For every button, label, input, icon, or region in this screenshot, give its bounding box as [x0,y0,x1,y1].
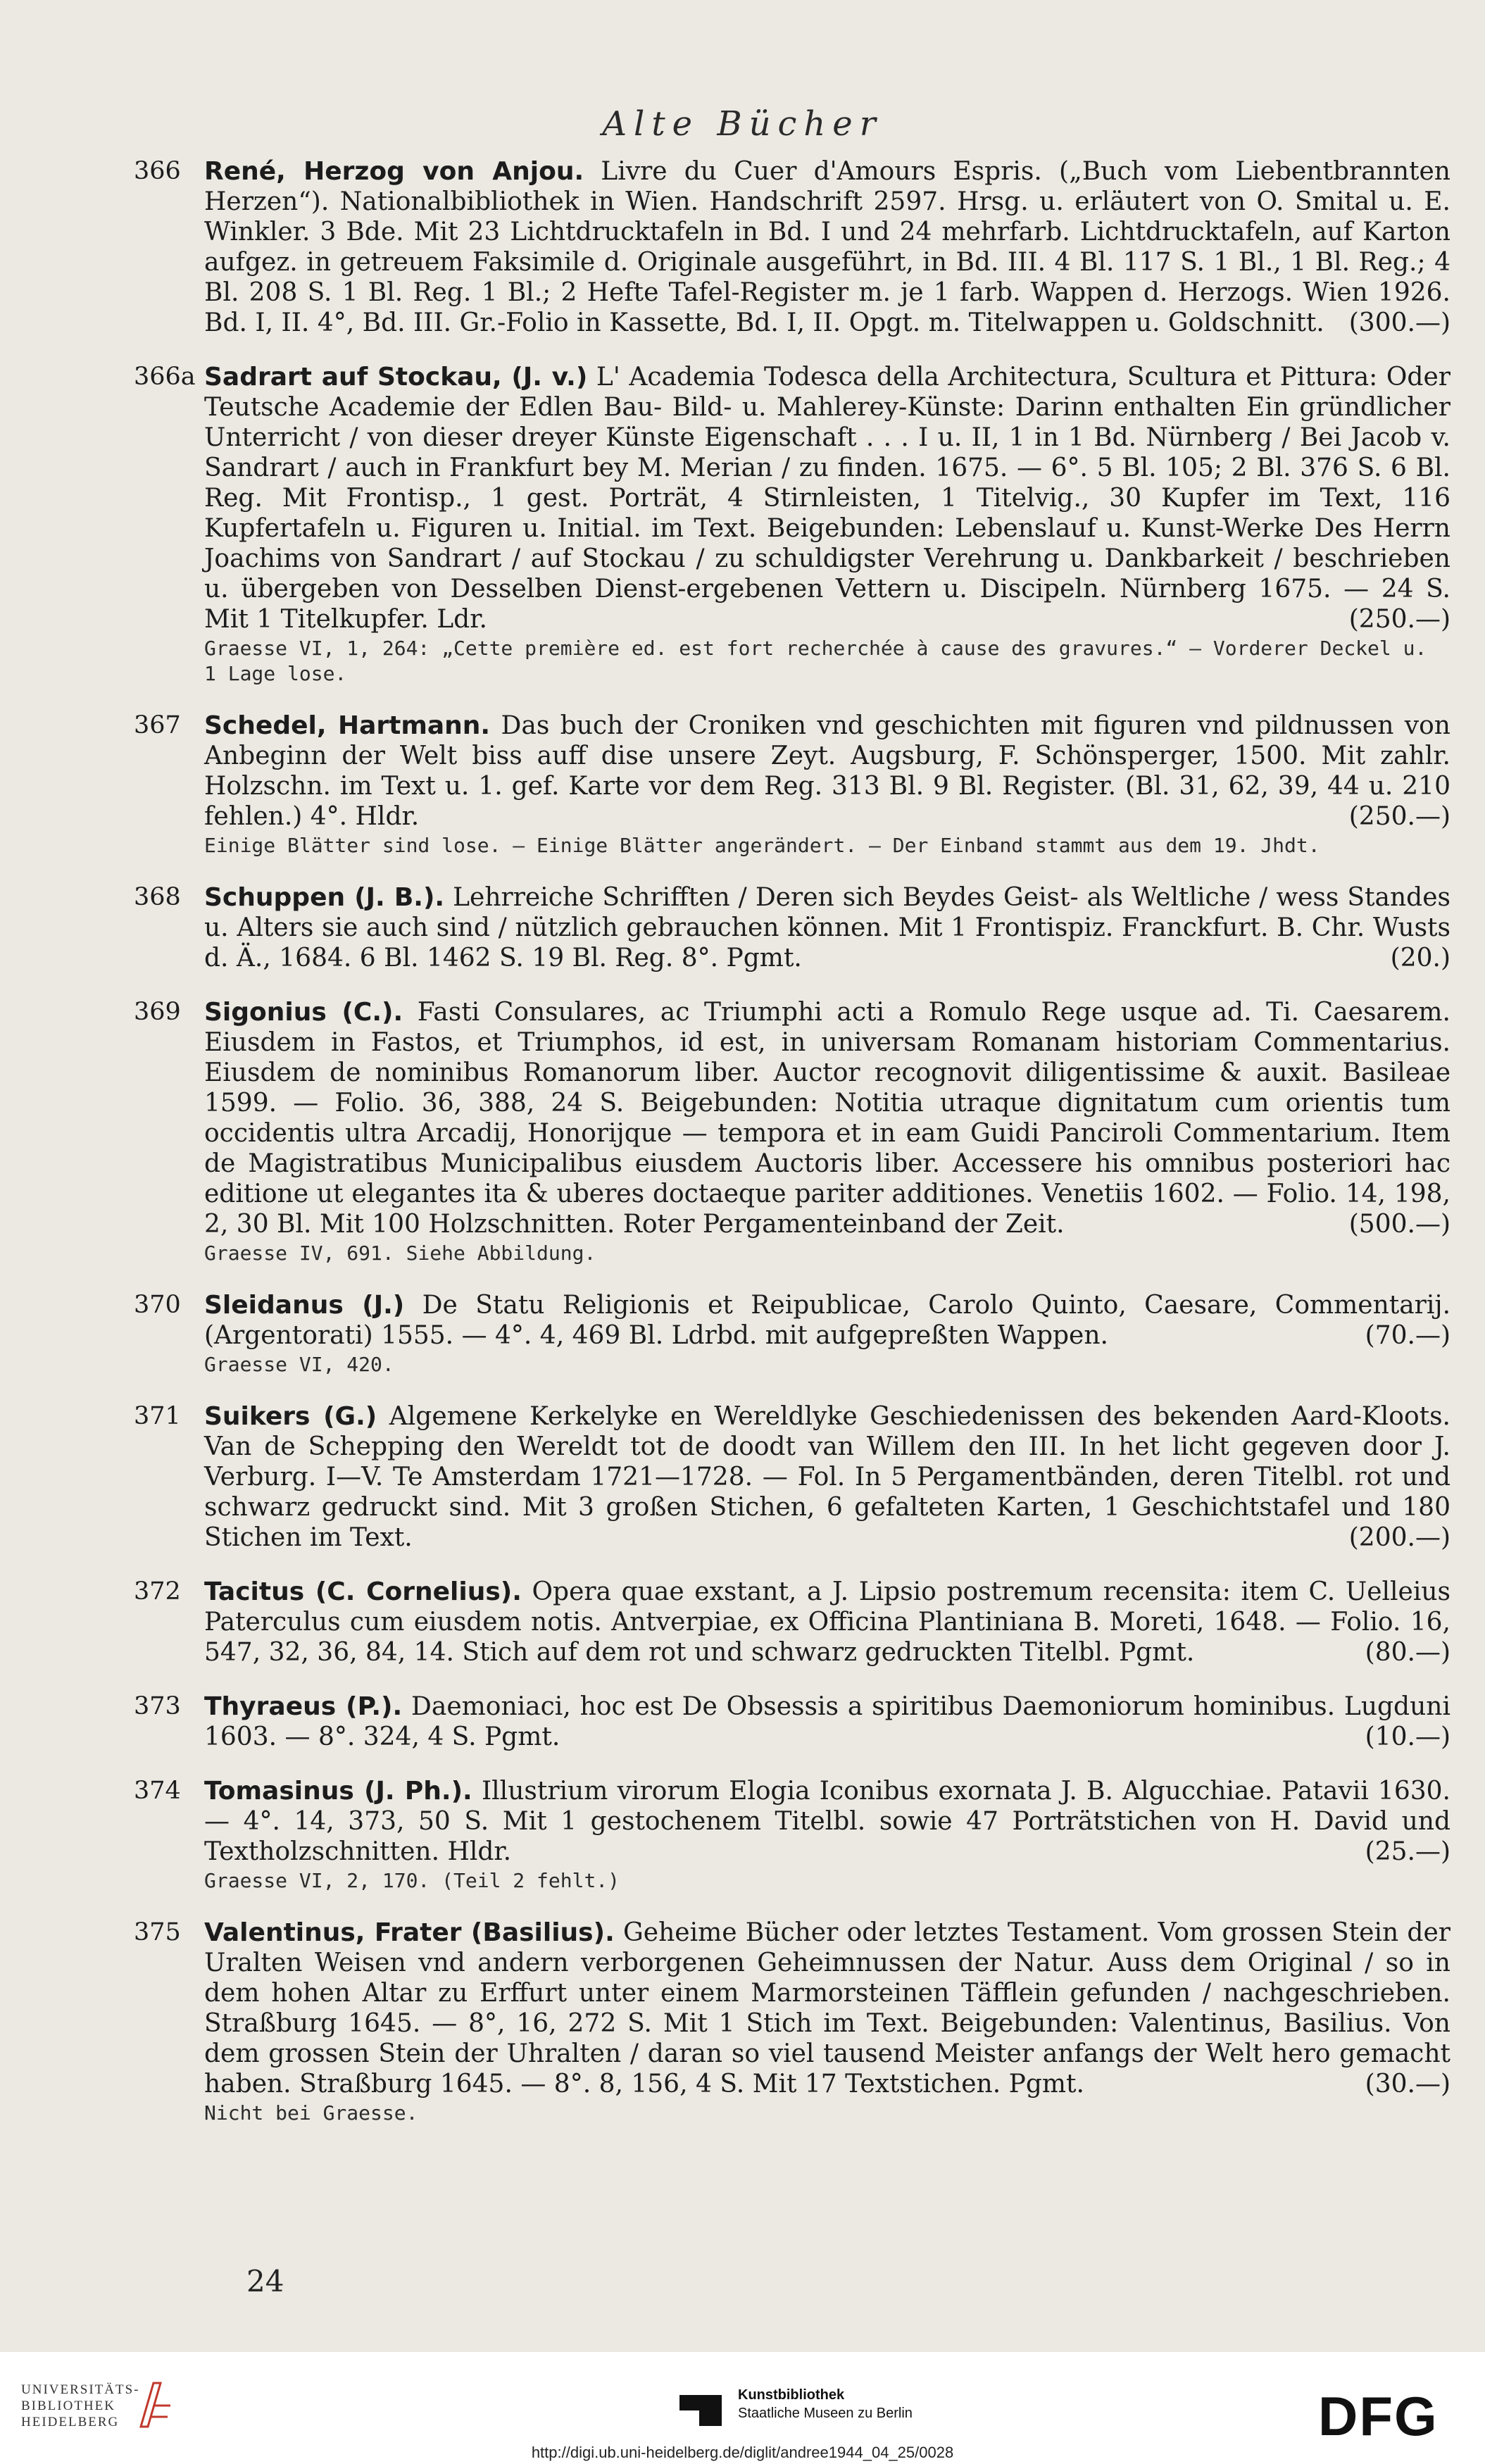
footer-band [0,2352,1485,2447]
entry-note: Graesse VI, 2, 170. (Teil 2 fehlt.) [204,1869,620,1892]
catalog-entry [134,156,1450,338]
entry-author: Sigonius (C.). [204,998,403,1027]
entry-author: Tacitus (C. Cornelius). [204,1577,522,1606]
entry-number: 367 [134,711,181,739]
entry-price: (25.—) [1365,1837,1450,1866]
entry-body [204,997,1450,1239]
university-library-logo[interactable] [21,2382,140,2430]
university-logo-line: UNIVERSITÄTS- [21,2382,140,2397]
entry-body [204,711,1450,832]
entry-number: 368 [134,883,181,911]
entry-description: Lehrreiche Schrifften / Deren sich Beydes Geist- als Weltliche / wess Standes u. Alters sie auch sind / nützlich gebrauchen können. Mit 1 Frontispiz. Franckfurt. B. Chr. Wusts d. Ä., 1684. 6 Bl. 1462 S. 19 Bl. Reg. 8°. Pgmt. [204,883,1450,973]
university-logo-line: BIBLIOTHEK [21,2399,115,2413]
catalog-entry [134,1691,1450,1752]
kb-subtitle: Staatliche Museen zu Berlin [738,2406,913,2421]
entry-price: (300.—) [1348,308,1450,337]
entry-body [204,1401,1450,1553]
entry-author: Schedel, Hartmann. [204,711,491,740]
entry-description: Daemoniaci, hoc est De Obsessis a spiritibus Daemoniorum hominibus. Lugduni 1603. — 8°. 324, 4 S. Pgmt. [204,1692,1450,1751]
entry-author: René, Herzog von Anjou. [204,157,584,186]
catalog-entry [134,1776,1450,1894]
entry-body [204,1290,1450,1351]
entry-number: 366 [134,157,181,185]
entry-note: Einige Blätter sind lose. — Einige Blätter angerändert. — Der Einband stammt aus dem 19. Jhdt. [204,834,1320,857]
entry-author: Valentinus, Frater (Basilius). [204,1918,615,1947]
kunstbibliothek-label [738,2386,913,2422]
entry-author: Schuppen (J. B.). [204,883,445,912]
entry-number: 369 [134,998,181,1026]
entry-number: 372 [134,1577,181,1606]
entry-author: Sleidanus (J.) [204,1291,405,1320]
catalog-entry [134,1577,1450,1668]
entry-number: 366a [134,363,196,391]
entry-price: (30.—) [1365,2070,1450,2099]
entry-price: (500.—) [1348,1210,1450,1239]
dfg-logo[interactable]: DFG [1318,2385,1439,2447]
entry-number: 370 [134,1291,181,1319]
catalog-entry [134,362,1450,687]
entry-description: De Statu Religionis et Reipublicae, Carolo Quinto, Caesare, Commentarij. (Argentorati) 1555. — 4°. 4, 469 Bl. Ldrbd. mit aufgepreßten Wappen. [204,1291,1451,1350]
entry-price: (10.—) [1365,1722,1450,1751]
catalog-entry [134,1401,1450,1553]
university-emblem-icon [134,2377,176,2434]
entry-description: Livre du Cuer d'Amours Espris. („Buch vom Liebentbrannten Herzen“). Nationalbibliothek in Wien. Handschrift 2597. Hrsg. u. erläutert von O. Smital u. E. Winkler. 3 Bde. Mit 23 Lichtdrucktafeln in Bd. I und 24 mehrfarb. Lichtdrucktafeln, auf Karton aufgez. in getreuem Faksimile d. Originale ausgeführt, in Bd. III. 4 Bl. 117 S. 1 Bl., 1 Bl. Reg.; 4 Bl. 208 S. 1 Bl. Reg. 1 Bl.; 2 Hefte Tafel-Register m. je 1 farb. Wappen d. Herzogs. Wien 1926. Bd. I, II. 4°, Bd. III. Gr.-Folio in Kassette, Bd. I, II. Opgt. m. Titelwappen u. Goldschnitt. [204,157,1450,337]
entry-number: 373 [134,1692,181,1720]
entry-note: Graesse VI, 420. [204,1353,394,1376]
entry-author: Thyraeus (P.). [204,1692,403,1721]
catalog-entry [134,882,1450,973]
catalog-entries [134,156,1450,2150]
entry-price: (20.) [1390,944,1450,973]
entry-body [204,1691,1450,1752]
entry-price: (70.—) [1365,1321,1450,1350]
catalog-entry [134,1918,1450,2126]
kb-title: Kunstbibliothek [738,2387,845,2403]
entry-number: 375 [134,1918,181,1946]
entry-body [204,156,1450,338]
entry-note: Graesse IV, 691. Siehe Abbildung. [204,1242,596,1265]
entry-description: Opera quae exstant, a J. Lipsio postremum recensita: item C. Uelleius Paterculus cum eiusdem notis. Antverpiae, ex Officina Plantiniana B. Moreti, 1648. — Folio. 16, 547, 32, 36, 84, 14. Stich auf dem rot und schwarz gedruckten Titelbl. Pgmt. [204,1577,1451,1667]
entry-author: Suikers (G.) [204,1402,377,1431]
entry-author: Sadrart auf Stockau, (J. v.) [204,363,588,392]
catalog-entry [134,1290,1450,1377]
entry-price: (200.—) [1348,1523,1450,1552]
entry-price: (250.—) [1348,802,1450,831]
catalog-entry [134,711,1450,858]
entry-number: 374 [134,1777,181,1805]
entry-number: 371 [134,1402,181,1430]
source-url[interactable]: http://digi.ub.uni-heidelberg.de/diglit/andree1944_04_25/0028 [531,2444,954,2461]
university-logo-line: HEIDELBERG [21,2415,120,2429]
entry-description: Algemene Kerkelyke en Wereldlyke Geschiedenissen des bekenden Aard-Kloots. Van de Schepping den Wereldt tot de doodt van Willem den III. In het licht gegeven door J. Verburg. I—V. Te Amsterdam 1721—1728. — Fol. In 5 Pergamentbänden, deren Titelbl. rot und schwarz gedruckt sind. Mit 3 großen Stichen, 6 gefalteten Karten, 1 Geschichtstafel und 180 Stichen im Text. [204,1402,1450,1552]
running-title: Alte Bücher [602,104,883,144]
entry-price: (80.—) [1365,1638,1450,1667]
entry-body [204,1776,1450,1867]
entry-note: Graesse VI, 1, 264: „Cette première ed. est fort recherchée à cause des gravures.“ — Vorderer Deckel u. 1 Lage lose. [204,637,1427,685]
entry-author: Tomasinus (J. Ph.). [204,1777,472,1806]
entry-body [204,882,1450,973]
entry-note: Nicht bei Graesse. [204,2101,418,2125]
entry-description: Geheime Bücher oder letztes Testament. Vom grossen Stein der Uralten Weisen vnd andern verborgenen Geheimnussen der Natur. Auss dem Original / so in dem hohen Altar zu Erffurt unter einem Marmorsteinen Täfflein gefunden / nachgeschrieben. Straßburg 1645. — 8°, 16, 272 S. Mit 1 Stich im Text. Beigebunden: Valentinus, Basilius. Von dem grossen Stein der Uhralten / daran so viel tausend Meister anfangs der Welt hero gemacht haben. Straßburg 1645. — 8°. 8, 156, 4 S. Mit 17 Textstichen. Pgmt. [204,1918,1450,2099]
entry-description: Illustrium virorum Elogia Iconibus exornata J. B. Algucchiae. Patavii 1630. — 4°. 14, 373, 50 S. Mit 1 gestochenem Titelbl. sowie 47 Porträtstichen von H. David und Textholzschnitten. Hldr. [204,1777,1450,1866]
entry-description: Fasti Consulares, ac Triumphi acti a Romulo Rege usque ad. Ti. Caesarem. Eiusdem in Fastos, et Triumphos, id est, in universam Romanam historiam Commentarius. Eiusdem de nominibus Romanorum liber. Auctor recognovit diligentissime & auxit. Basileae 1599. — Folio. 36, 388, 24 S. Beigebunden: Notitia utraque dignitatum cum orientis tum occidentis ultra Arcadij, Honorijque — tempora et in eam Guidi Panciroli Commentarium. Item de Magistratibus Municipalibus eiusdem Auctoris liber. Accessere his omnibus posteriori hac editione ut elegantes ita & uberes doctaeque pariter additiones. Venetiis 1602. — Folio. 14, 198, 2, 30 Bl. Mit 100 Holzschnitten. Roter Pergamenteinband der Zeit. [204,998,1450,1239]
entry-description: Das buch der Croniken vnd geschichten mit figuren vnd pildnussen von Anbeginn der Welt biss auff dise unsere Zeyt. Augsburg, F. Schönsperger, 1500. Mit zahlr. Holzschn. im Text u. 1. gef. Karte vor dem Reg. 313 Bl. 9 Bl. Register. (Bl. 31, 62, 39, 44 u. 210 fehlen.) 4°. Hldr. [204,711,1450,831]
entry-price: (250.—) [1348,605,1450,634]
entry-body [204,1918,1450,2099]
kunstbibliothek-logo-icon[interactable] [679,2391,722,2430]
page-number: 24 [246,2264,284,2299]
entry-description: L' Academia Todesca della Architectura, Scultura et Pittura: Oder Teutsche Academie der Edlen Bau- Bild- u. Mahlerey-Künste: Darinn enthalten Ein gründlicher Unterricht / von dieser dreyer Künste Eigenschaft . . . I u. II, 1 in 1 Bd. Nürnberg / Bei Jacob v. Sandrart / auch in Frankfurt bey M. Merian / zu finden. 1675. — 6°. 5 Bl. 105; 2 Bl. 376 S. 6 Bl. Reg. Mit Frontisp., 1 gest. Porträt, 4 Stirnleisten, 1 Titelvig., 30 Kupfer im Text, 116 Kupfertafeln u. Figuren u. Initial. im Text. Beigebunden: Lebenslauf u. Kunst-Werke Des Herrn Joachims von Sandrart / auf Stockau / zu schuldigster Verehrung u. Dankbarkeit / beschrieben u. übergeben von Desselben Dienst-ergebenen Vettern u. Discipeln. Nürnberg 1675. — 24 S. Mit 1 Titelkupfer. Ldr. [204,363,1450,634]
entry-body [204,362,1450,634]
catalog-entry [134,997,1450,1266]
entry-body [204,1577,1450,1668]
